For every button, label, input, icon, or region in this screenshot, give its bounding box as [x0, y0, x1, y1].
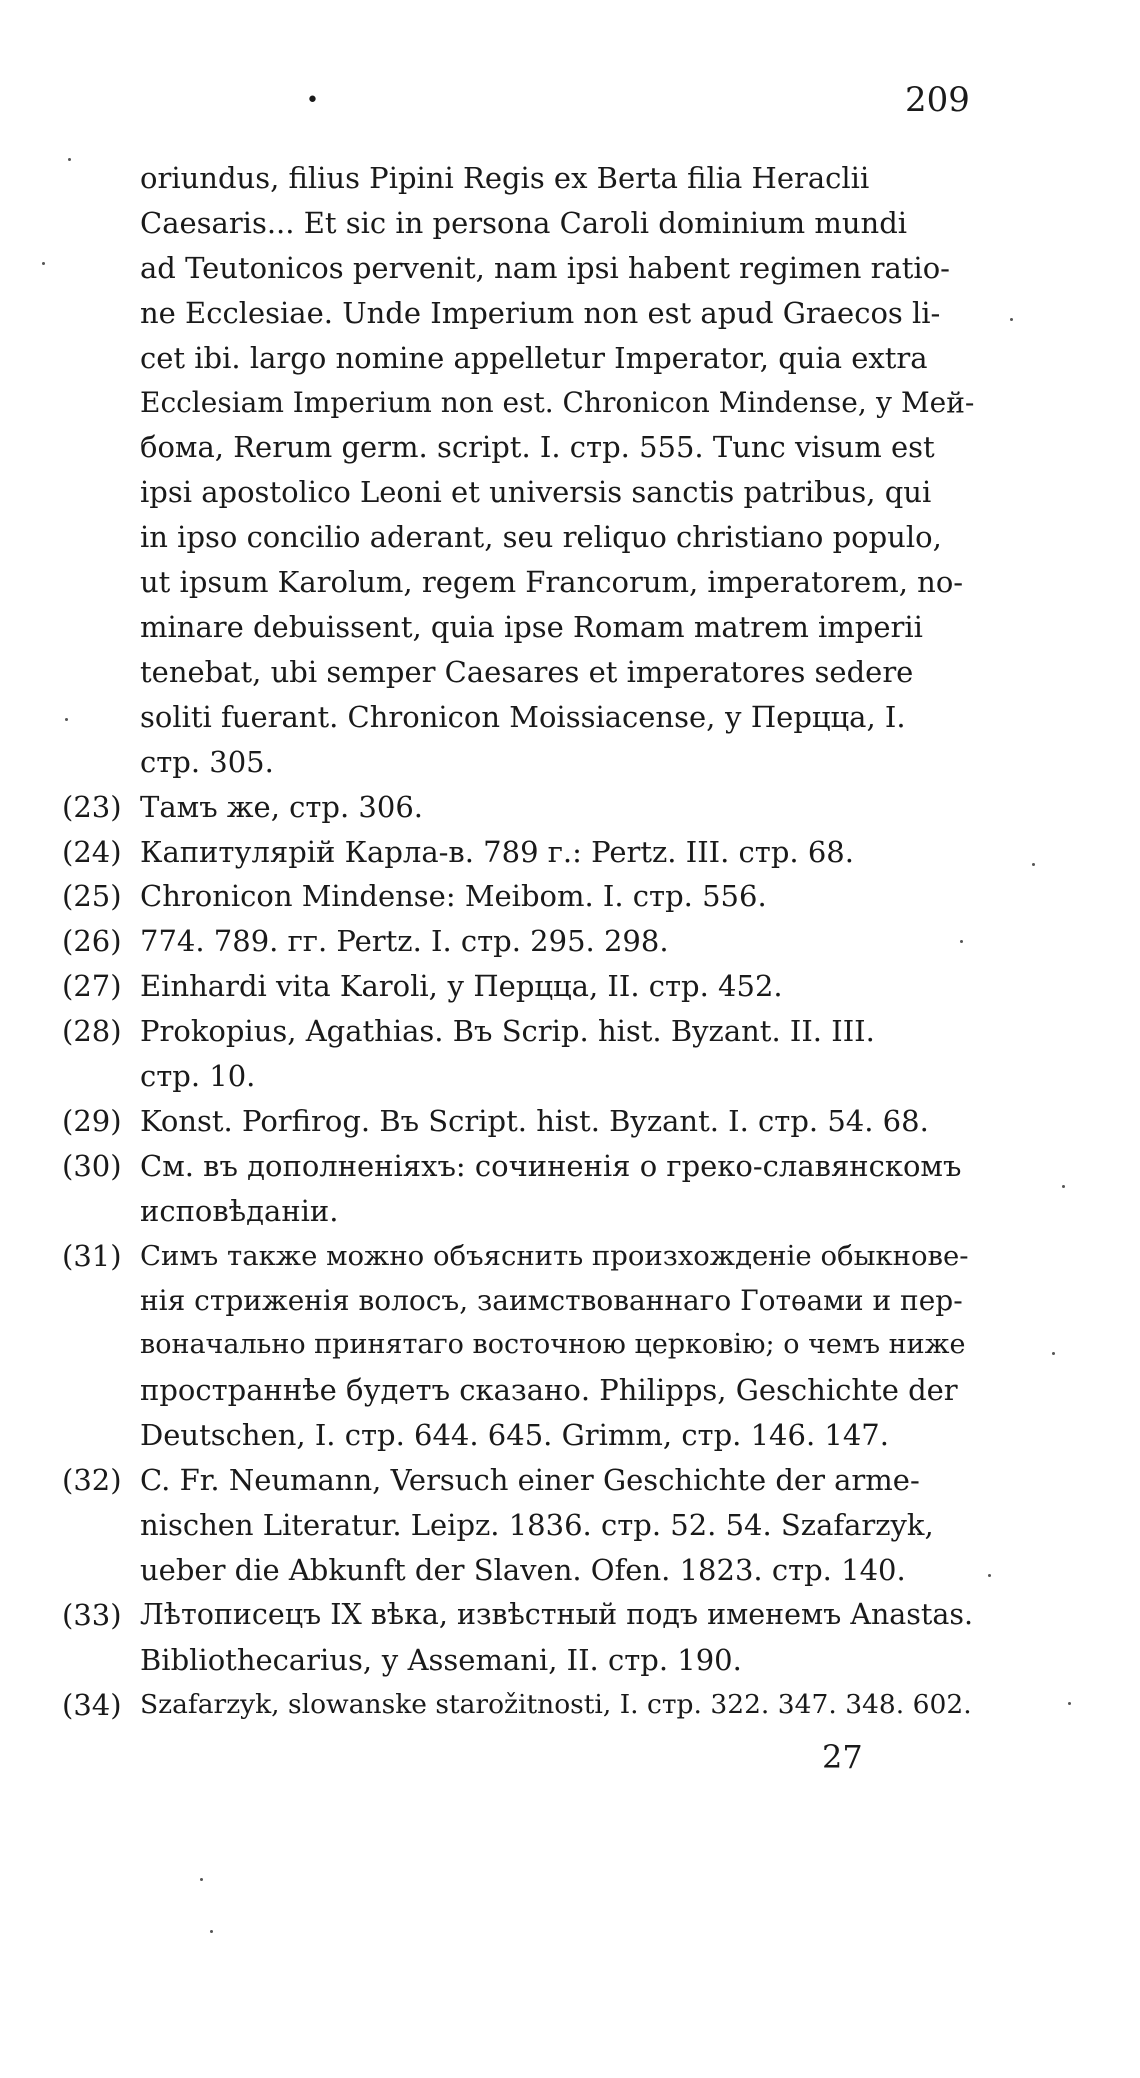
scan-speck	[42, 262, 45, 265]
footnote-number: (26)	[62, 924, 122, 958]
scan-speck	[1062, 1185, 1065, 1188]
scan-speck	[1032, 863, 1035, 866]
text-line: ne Ecclesiae. Unde Imperium non est apud Graecos li-	[140, 296, 941, 330]
text-line: стр. 10.	[140, 1059, 256, 1093]
text-line: ut ipsum Karolum, regem Francorum, imperatorem, no-	[140, 565, 964, 599]
text-line: Ecclesiam Imperium non est. Chronicon Mindense, у Мей-	[140, 386, 975, 419]
scan-speck	[210, 1930, 213, 1933]
page-number: 209	[905, 80, 970, 120]
footnote-line: Chronicon Mindense: Meibom. I. стр. 556.	[140, 879, 767, 913]
text-line: ipsi apostolico Leoni et universis sanctis patribus, qui	[140, 475, 932, 509]
scan-speck	[988, 1574, 991, 1577]
footnote-number: (32)	[62, 1463, 122, 1497]
text-line: oriundus, filius Pipini Regis ex Berta filia Heraclii	[140, 161, 870, 195]
footnote-line: Симъ также можно объяснить произхожденіе обыкнове-	[140, 1240, 969, 1272]
scan-speck	[1010, 318, 1013, 321]
ornament-mark: •	[306, 88, 319, 113]
scan-speck	[1068, 1702, 1071, 1705]
text-line: ad Teutonicos pervenit, nam ipsi habent regimen ratio-	[140, 251, 950, 285]
footnote-line: Prokopius, Agathias. Въ Scrip. hist. Byzant. II. III.	[140, 1014, 875, 1048]
footnote-number: (27)	[62, 969, 122, 1003]
text-line: in ipso concilio aderant, seu reliquo christiano populo,	[140, 520, 942, 554]
scan-speck	[960, 940, 963, 943]
footnote-number: (29)	[62, 1104, 122, 1138]
text-line: nischen Literatur. Leipz. 1836. стр. 52. 54. Szafarzyk,	[140, 1508, 934, 1542]
scan-speck	[1052, 1352, 1055, 1355]
footnote-number: (30)	[62, 1149, 122, 1183]
text-line: cet ibi. largo nomine appelletur Imperator, quia extra	[140, 341, 928, 375]
footnote-number: (23)	[62, 790, 122, 824]
text-line: пространнѣе будетъ сказано. Philipps, Geschichte der	[140, 1373, 958, 1407]
footnote-line: Лѣтописецъ IX вѣка, извѣстный подъ именемъ Anastas.	[140, 1598, 974, 1631]
text-line: Deutschen, I. стр. 644. 645. Grimm, стр. 146. 147.	[140, 1418, 889, 1452]
text-line: ueber die Abkunft der Slaven. Ofen. 1823. стр. 140.	[140, 1553, 906, 1587]
footnote-number: (24)	[62, 835, 122, 869]
text-line: soliti fuerant. Chronicon Moissiacense, у Перцца, I.	[140, 700, 906, 734]
scan-speck	[68, 158, 71, 161]
footnote-line: Einhardi vita Karoli, у Перцца, II. стр. 452.	[140, 969, 783, 1003]
text-line: воначально принятаго восточною церковію; о чемъ ниже	[140, 1329, 966, 1360]
scan-speck	[200, 1878, 203, 1881]
scan-speck	[65, 718, 68, 721]
footnote-line: Szafarzyk, slowanske starožitnosti, I. стр. 322. 347. 348. 602.	[140, 1689, 972, 1720]
footnote-number: (25)	[62, 879, 122, 913]
footnote-number: (28)	[62, 1014, 122, 1048]
text-line: бома, Rerum germ. script. I. стр. 555. Tunc visum est	[140, 430, 935, 464]
footnote-line: 774. 789. гг. Pertz. I. стр. 295. 298.	[140, 924, 669, 958]
footnote-line: Капитулярій Карла-в. 789 г.: Pertz. III. стр. 68.	[140, 835, 854, 869]
footnote-line: Konst. Porfirog. Въ Script. hist. Byzant. I. стр. 54. 68.	[140, 1104, 929, 1138]
footnote-number: (34)	[62, 1688, 122, 1722]
footnote-number: (31)	[62, 1239, 122, 1273]
text-line: Bibliothecarius, у Assemani, II. стр. 190.	[140, 1643, 742, 1677]
footnote-line: См. въ дополненіяхъ: сочиненія о греко-славянскомъ	[140, 1149, 962, 1183]
text-line: Caesaris... Et sic in persona Caroli dominium mundi	[140, 206, 908, 240]
signature-mark: 27	[822, 1738, 863, 1776]
text-line: исповѣданіи.	[140, 1194, 339, 1228]
text-line: нія стриженія волосъ, заимствованнаго Готѳами и пер-	[140, 1284, 963, 1317]
text-line: tenebat, ubi semper Caesares et imperatores sedere	[140, 655, 914, 689]
footnote-line: Тамъ же, стр. 306.	[140, 790, 423, 824]
footnote-number: (33)	[62, 1598, 122, 1632]
footnote-line: C. Fr. Neumann, Versuch einer Geschichte der arme-	[140, 1463, 920, 1497]
text-line: minare debuissent, quia ipse Romam matrem imperii	[140, 610, 923, 644]
text-line: стр. 305.	[140, 745, 274, 779]
